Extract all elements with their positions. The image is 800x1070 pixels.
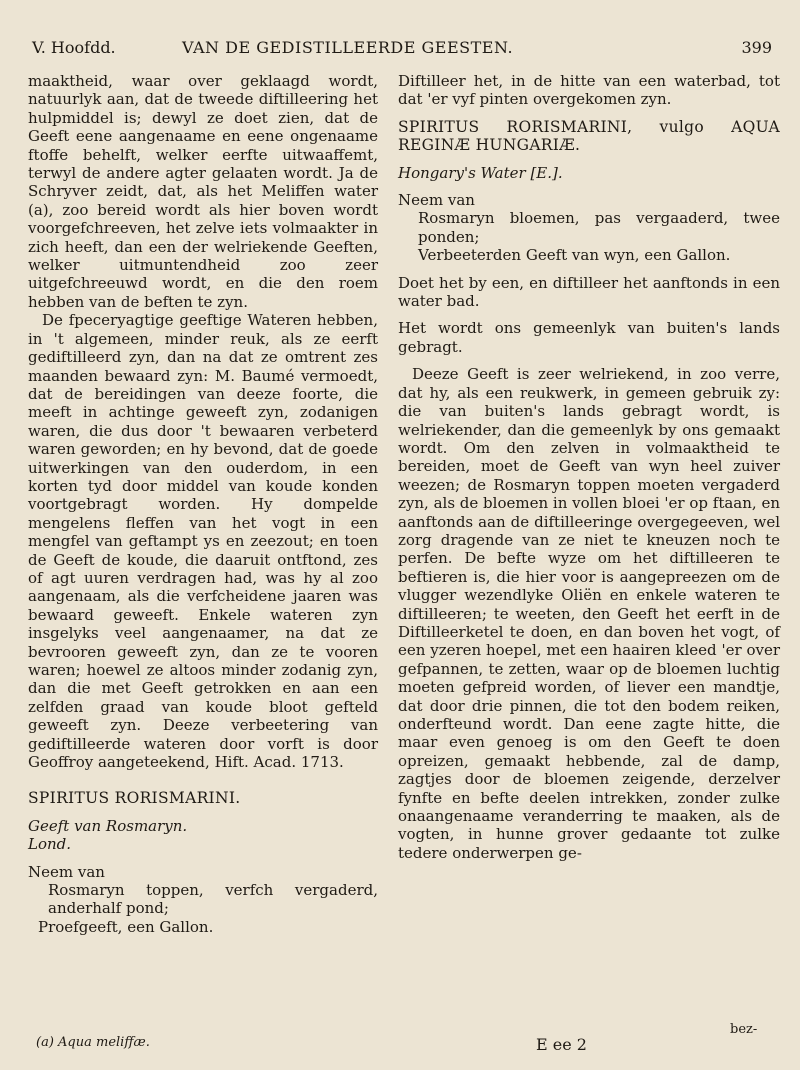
ingredients-intro: Neem van (398, 191, 475, 210)
ingredient: Proefgeeft, een Gallon. (38, 917, 214, 936)
ingredient: Rosmaryn toppen, verfch vergaderd, anderhalf pond; (48, 881, 378, 918)
footnote: (a) Aqua meliffæ. (36, 1035, 150, 1050)
paragraph: Deeze Geeft is zeer welriekend, in zoo verre, dat hy, als een reukwerk, in gemeen gebruik zy: die van buiten's lands gebragt wordt, is welriekender, dan die gemeenlyk by ons gemaakt wordt. Om den zelven in volmaaktheid te bereiden, moet de Geeft van wyn heel zuiver weezen; de Rosmaryn toppen moeten vergaderd zyn, als de bloemen in vollen bloei 'er op ftaan, en aanftonds aan de diftilleeringe overgegeeven, wel zorg dragende van ze niet te kneuzen noch te perfen. De befte wyze om het diftilleeren te beftieren is, die hier voor is aangepreezen om de vlugger wezendlyke Oliën en enkele wateren te diftilleeren; te weeten, den Geeft het eerft in de Diftilleerketel te doen, en dan boven het vogt, of een yzeren hoepel, met een haairen kleed 'er over gefpannen, te zetten, waar op de bloemen luchtig moeten gefpreid worden, of liever een mandtje, dat door drie pinnen, die tot den bodem reiken, onderfteund wordt. Dan eene zagte hitte, die maar even genoeg is om den Geeft te doen opreizen, gemaakt hebbende, zal de damp, zagtjes door de bloemen zeigende, derzelver fynfte en befte deelen intrekken, zonder zulke onaangenaame veranderring te maaken, als de vogten, in hunne grover gedaante tot zulke tedere onderwerpen ge- (398, 365, 780, 862)
paragraph: Het wordt ons gemeenlyk van buiten's lands gebragt. (398, 319, 780, 356)
chapter-label: V. Hoofdd. (32, 38, 116, 57)
paragraph: Doet het by een, en diftilleer het aanftonds in een water bad. (398, 273, 780, 311)
paragraph: maaktheid, waar over geklaagd wordt, natuurlyk aan, dat de tweede diftilleering het hulpmiddel is; dewyl ze doet zien, dat de Geeft eene aangenaame en eene ongenaame ftoffe behelft, welker eerfte uitwaaffemt, terwyl de andere agter gelaaten wordt. Ja de Schryver zeidt, dat, als het Meliffen water (a), zoo bereid wordt als hier boven wordt voorgefchreeven, het zelve iets volmaakter in zich heeft, dan een der welriekende Geeften, welker uitmuntendheid zoo zeer uitgefchreeuwd wordt, en die den roem hebben van de beften te zyn. (28, 72, 378, 311)
ingredients-intro: Neem van (28, 862, 105, 881)
left-column (28, 72, 378, 936)
recipe-heading: SPIRITUS RORISMARINI, vulgo AQUA REGINÆ HUNGARIÆ. (398, 117, 780, 155)
running-title: VAN DE GEDISTILLEERDE GEESTEN. (182, 38, 514, 57)
running-header (32, 38, 772, 68)
recipe-source: Lond. (28, 835, 72, 854)
right-column (398, 72, 780, 862)
recipe-subtitle: Geeft van Rosmaryn. (28, 816, 188, 835)
recipe-heading: SPIRITUS RORISMARINI. (28, 789, 241, 808)
paragraph: Diftilleer het, in de hitte van een waterbad, tot dat 'er vyf pinten overgekomen zyn. (398, 72, 780, 109)
ingredient: Verbeeterden Geeft van wyn, een Gallon. (418, 246, 731, 265)
page-number: 399 (741, 38, 772, 57)
signature-mark: E ee 2 (536, 1035, 587, 1054)
paragraph: De fpeceryagtige geeftige Wateren hebben, in 't algemeen, minder reuk, als ze eerft gediftilleerd zyn, dan na dat ze omtrent zes maanden bewaard zyn: M. Baumé vermoedt, dat de bereidingen van deeze foorte, die meeft in achtinge geweeft zyn, zodanigen waren, die dus door 't bewaaren verbeterd waren geworden; en hy bevond, dat de goede uitwerkingen van den ouderdom, in een korten tyd door middel van koude konden voortgebragt worden. Hy dompelde mengelens fleffen van het vogt in een mengfel van geftampt ys en zeezout; en toen de Geeft de koude, die daaruit ontftond, zes of agt uuren verdragen had, was hy al zoo aangenaam, als die verfcheidene jaaren was bewaard geweeft. Enkele wateren zyn insgelyks veel aangenaamer, na dat ze bevrooren geweeft zyn, dan ze te vooren waren; hoewel ze altoos minder zodanig zyn, dan die met Geeft getrokken en aan een zelfden graad van koude bloot gefteld geweeft zyn. Deeze verbeetering van gediftilleerde wateren door vorft is door Geoffroy aangeteekend, Hift. Acad. 1713. (28, 311, 378, 772)
ingredient: Rosmaryn bloemen, pas vergaaderd, twee ponden; (418, 209, 780, 246)
recipe-subtitle: Hongary's Water [E.]. (398, 163, 563, 182)
catchword: bez- (730, 1022, 758, 1037)
